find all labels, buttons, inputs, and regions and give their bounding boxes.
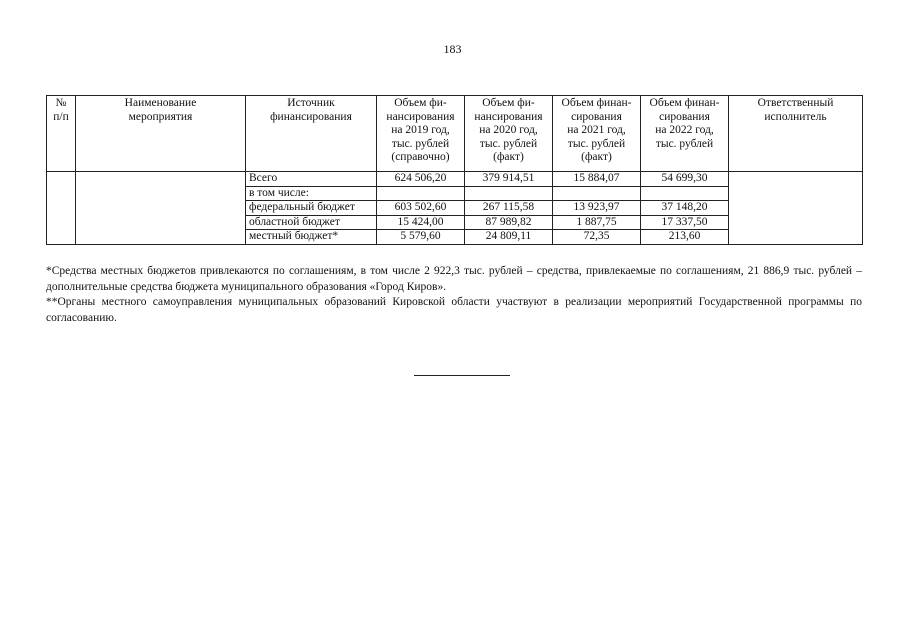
cell-source: в том числе: [246, 186, 377, 201]
table-row-total [47, 172, 863, 187]
cell-source: местный бюджет* [246, 230, 377, 245]
cell-value-2022: 213,60 [641, 230, 729, 245]
financing-table [46, 95, 863, 245]
cell-number-empty [47, 172, 76, 245]
cell-source: областной бюджет [246, 215, 377, 230]
cell-value-2021 [553, 186, 641, 201]
footnote-local-budgets: *Средства местных бюджетов привлекаются по соглашениям, в том числе 2 922,3 тыс. рублей – средства, привлекаемые по соглашениям, 21 886,9 тыс. рублей – дополнительные средства бюджета муниципального образования «Город Киров». [46, 265, 862, 293]
cell-executor-empty [729, 172, 863, 245]
footnotes [46, 264, 862, 326]
table-header-row [47, 96, 863, 172]
cell-source: федеральный бюджет [246, 201, 377, 216]
cell-activity-empty [76, 172, 246, 245]
header-activity-name: Наименование мероприятия [76, 96, 246, 172]
cell-value-2022: 37 148,20 [641, 201, 729, 216]
cell-value-2019: 5 579,60 [377, 230, 465, 245]
separator-line [414, 375, 510, 376]
cell-value-2019: 15 424,00 [377, 215, 465, 230]
header-volume-2020: Объем фи- нансирования на 2020 год, тыс. рублей (факт) [465, 96, 553, 172]
cell-value-2022: 54 699,30 [641, 172, 729, 187]
header-responsible-executor: Ответственный исполнитель [729, 96, 863, 172]
header-volume-2019: Объем фи- нансирования на 2019 год, тыс. рублей (справочно) [377, 96, 465, 172]
cell-value-2020: 379 914,51 [465, 172, 553, 187]
cell-value-2021: 13 923,97 [553, 201, 641, 216]
cell-value-2022 [641, 186, 729, 201]
header-volume-2022: Объем финан- сирования на 2022 год, тыс. рублей [641, 96, 729, 172]
cell-value-2019 [377, 186, 465, 201]
cell-value-2020: 87 989,82 [465, 215, 553, 230]
cell-value-2020 [465, 186, 553, 201]
header-number: № п/п [47, 96, 76, 172]
cell-value-2020: 24 809,11 [465, 230, 553, 245]
header-volume-2021: Объем финан- сирования на 2021 год, тыс. рублей (факт) [553, 96, 641, 172]
header-funding-source: Источник финансирования [246, 96, 377, 172]
cell-value-2021: 72,35 [553, 230, 641, 245]
cell-value-2019: 603 502,60 [377, 201, 465, 216]
cell-value-2020: 267 115,58 [465, 201, 553, 216]
cell-source: Всего [246, 172, 377, 187]
page-number: 183 [443, 42, 462, 56]
cell-value-2021: 15 884,07 [553, 172, 641, 187]
cell-value-2022: 17 337,50 [641, 215, 729, 230]
footnote-local-government: **Органы местного самоуправления муниципальных образований Кировской области участвуют в реализации мероприятий Государственной программы по согласованию. [46, 296, 862, 324]
cell-value-2021: 1 887,75 [553, 215, 641, 230]
cell-value-2019: 624 506,20 [377, 172, 465, 187]
